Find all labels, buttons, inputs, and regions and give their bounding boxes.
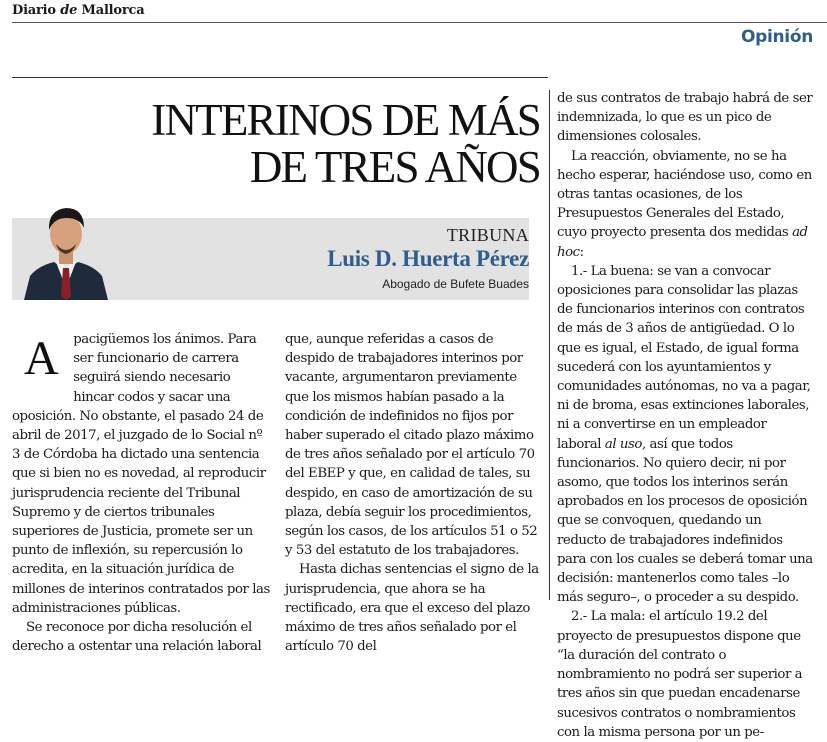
paragraph: que, aunque referidas a casos de despido de trabajadores interinos por vacante, argumentaron previamente que los mismos habían pasado a la condición de indefinidos no fijos por haber superado el citado plazo máximo de tres años señalado por el artículo 70 del EBEP y que, en calidad de tales, su despido, en caso de amortización de su plaza, debía seguir los procedimientos, según los casos, de los artículos 51 o 52 y 53 del estatuto de los trabajadores. [285, 332, 538, 559]
headline [140, 97, 540, 191]
headline-line-2: DE TRES AÑOS [249, 142, 540, 192]
author-photo [16, 196, 116, 300]
section-label: Opinión [740, 27, 813, 47]
masthead [12, 3, 144, 18]
italic-text: ad hoc [557, 225, 808, 260]
paragraph-text: : [579, 244, 584, 260]
paragraph-text: , así que todos funcionarios. No quiero decir, ni por asomo, que todos los interinos serán aprobados en los procesos de oposición que se convoquen, quedando un reducto de trabajadores indefinidos para con los cuales se deberá tomar una decisión: mantenerlos como tales –lo más seguro–, o proceder a su despido. [557, 436, 813, 606]
author-name: Luis D. Huerta Pérez [327, 246, 529, 271]
article-column-2 [285, 330, 539, 656]
masthead-italic: de [60, 3, 78, 18]
article-column-3 [557, 89, 813, 742]
column-divider [549, 90, 550, 600]
article-column-1 [12, 330, 274, 656]
paragraph: de sus contratos de trabajo habrá de ser indemnizada, lo que es un pico de dimensiones colosales. [557, 91, 813, 145]
italic-text: al uso [604, 436, 642, 452]
paragraph-text: 1.- La buena: se van a convocar oposiciones para consolidar las plazas de funcionarios interinos con contratos de más de 3 años de antigüedad. O lo que es igual, el Estado, de igual forma sucederá con los ayuntamientos y comunidades autónomas, no va a pagar, ni de broma, esas extinciones laborales, ni a convertirse en un empleador laboral [557, 263, 811, 452]
headline-line-1: INTERINOS DE MÁS [151, 95, 540, 145]
paragraph [557, 147, 813, 262]
paragraph: Hasta dichas sentencias el signo de la jurisprudencia, que ahora se ha rectificado, era que el exceso del plazo máximo de tres años señalado por el artículo 70 del [285, 562, 539, 655]
header-rule [12, 77, 548, 78]
author-role: Abogado de Bufete Buades [382, 277, 529, 291]
dropcap: A [24, 332, 59, 385]
byline-kicker: TRIBUNA [446, 225, 529, 245]
masthead-text: Diario [12, 3, 61, 18]
top-rule [12, 22, 827, 23]
paragraph [557, 262, 813, 608]
paragraph-text: La reacción, obviamente, no se ha hecho esperar, haciéndose uso, como en otras tantas ocasiones, de los Presupuestos Generales del Estado, cuyo proyecto presenta dos medidas [557, 148, 812, 241]
paragraph: pacigüemos los ánimos. Para ser funcionario de carrera seguirá siendo necesario hincar codos y sacar una oposición. No obstante, el pasado 24 de abril de 2017, el juzgado de lo Social nº 3 de Córdoba ha dictado una sentencia que si bien no es novedad, al reproducir jurisprudencia reciente del Tribunal Supremo y de ciertos tribunales superiores de Justicia, promete ser un punto de inflexión, su repercusión lo acredita, en la situación jurídica de millones de interinos contratados por las administraciones públicas. [12, 332, 270, 616]
masthead-text-end: Mallorca [77, 3, 145, 18]
paragraph: Se reconoce por dicha resolución el derecho a ostentar una relación laboral [12, 620, 262, 655]
paragraph: 2.- La mala: el artículo 19.2 del proyecto de presupuestos dispone que “la duración del contrato o nombramiento no podrá ser superior a tres años sin que puedan encadenarse sucesivos contratos o nombramientos con la misma persona por un pe- [557, 609, 803, 740]
